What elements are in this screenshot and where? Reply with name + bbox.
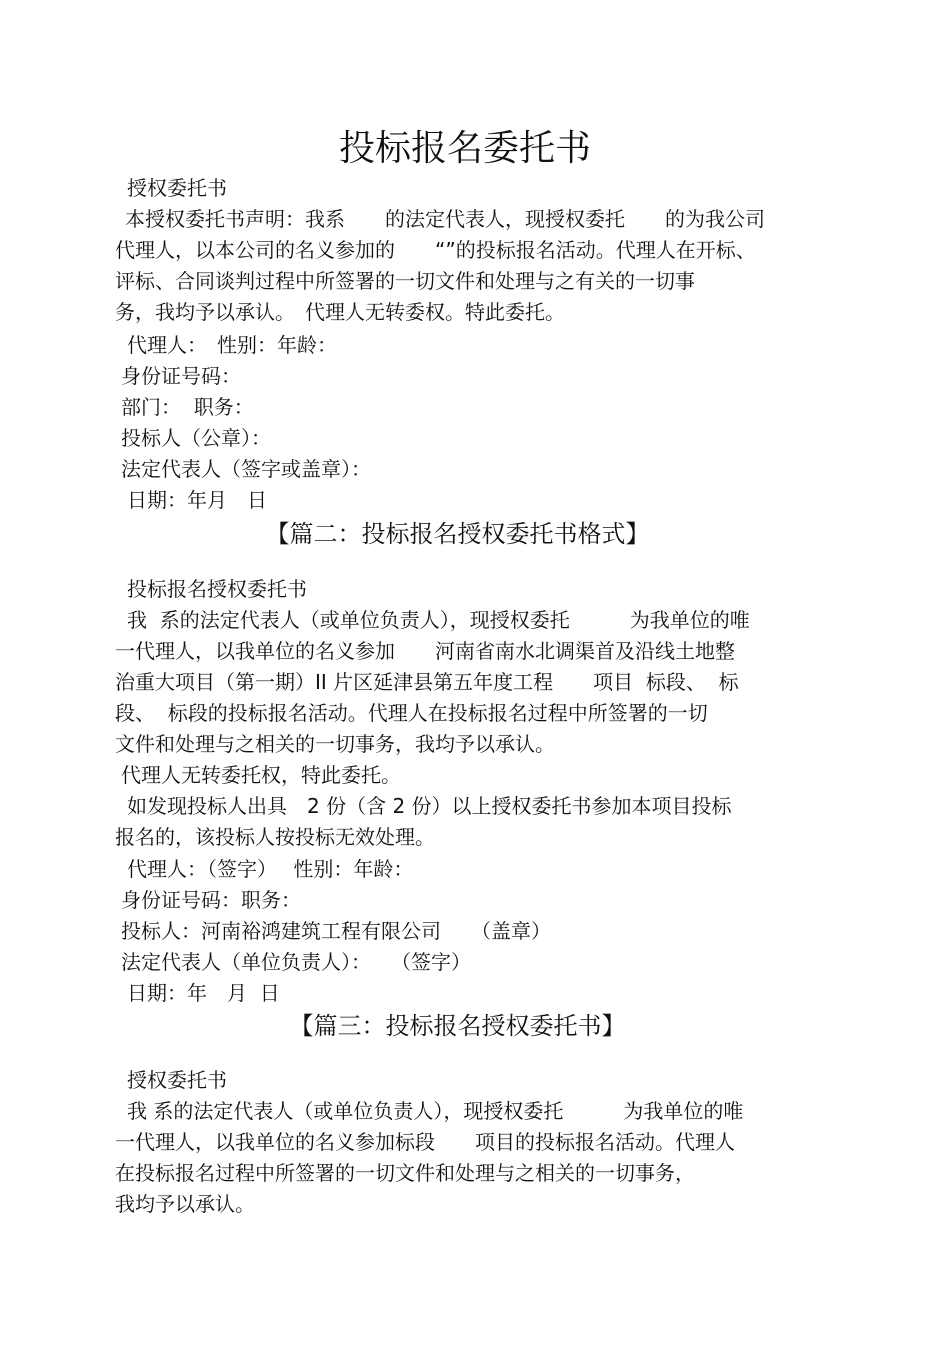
section2-field-id: 身份证号码：职务： bbox=[121, 888, 301, 912]
section1-paragraph-line: 评标、合同谈判过程中所签署的一切文件和处理与之有关的一切事 bbox=[115, 269, 695, 293]
section3-paragraph-line: 一代理人，以我单位的名义参加标段 项目的投标报名活动。代理人 bbox=[115, 1130, 735, 1154]
section3-subtitle: 授权委托书 bbox=[127, 1068, 227, 1092]
section3-paragraph-line: 我 系的法定代表人（或单位负责人），现授权委托 为我单位的唯 bbox=[127, 1099, 744, 1123]
section2-paragraph-line: 文件和处理与之相关的一切事务，我均予以承认。 bbox=[115, 732, 555, 756]
section2-paragraph-line: 如发现投标人出具 2 份（含 2 份）以上授权委托书参加本项目投标 bbox=[127, 794, 732, 818]
section2-field-agent: 代理人：（签字） 性别：年龄： bbox=[127, 857, 414, 881]
section1-field-date: 日期：年月 日 bbox=[127, 488, 267, 512]
section1-field-id: 身份证号码： bbox=[121, 364, 241, 388]
section2-subtitle: 投标报名授权委托书 bbox=[127, 577, 307, 601]
section1-field-bidder: 投标人（公章）： bbox=[121, 426, 271, 450]
section2-paragraph-line: 一代理人，以我单位的名义参加 河南省南水北调渠首及沿线土地整 bbox=[115, 639, 735, 663]
section1-field-legal-rep: 法定代表人（签字或盖章）： bbox=[121, 457, 371, 481]
section2-paragraph-line: 段、 标段的投标报名活动。代理人在投标报名过程中所签署的一切 bbox=[115, 701, 708, 725]
section1-field-dept: 部门： 职务： bbox=[121, 395, 254, 419]
section2-paragraph-line: 治重大项目（第一期）II 片区延津县第五年度工程 项目 标段、 标 bbox=[115, 670, 739, 694]
section3-paragraph-line: 在投标报名过程中所签署的一切文件和处理与之相关的一切事务， bbox=[115, 1161, 695, 1185]
section2-paragraph-line: 报名的，该投标人按投标无效处理。 bbox=[115, 825, 435, 849]
section2-field-date: 日期：年 月 日 bbox=[127, 981, 280, 1005]
section3-paragraph-line: 我均予以承认。 bbox=[115, 1192, 255, 1216]
section1-paragraph-line: 代理人，以本公司的名义参加的 “”的投标报名活动。代理人在开标、 bbox=[115, 238, 756, 262]
section1-field-agent: 代理人： 性别：年龄： bbox=[127, 333, 337, 357]
section2-field-bidder: 投标人：河南裕鸿建筑工程有限公司 （盖章） bbox=[121, 919, 551, 943]
section1-paragraph-line: 本授权委托书声明：我系 的法定代表人，现授权委托 的为我公司 bbox=[125, 207, 765, 231]
section3-heading: 【篇三：投标报名授权委托书】 bbox=[289, 1012, 626, 1040]
section1-subtitle: 授权委托书 bbox=[127, 176, 227, 200]
section2-paragraph-line: 我 系的法定代表人（或单位负责人），现授权委托 为我单位的唯 bbox=[127, 608, 750, 632]
section2-paragraph-line: 代理人无转委托权，特此委托。 bbox=[121, 763, 401, 787]
section2-field-legal-rep: 法定代表人（单位负责人）： （签字） bbox=[121, 950, 471, 974]
section2-heading: 【篇二：投标报名授权委托书格式】 bbox=[265, 520, 650, 548]
section1-paragraph-line: 务，我均予以承认。 代理人无转委权。特此委托。 bbox=[115, 300, 565, 324]
document-title: 投标报名委托书 bbox=[338, 128, 591, 169]
